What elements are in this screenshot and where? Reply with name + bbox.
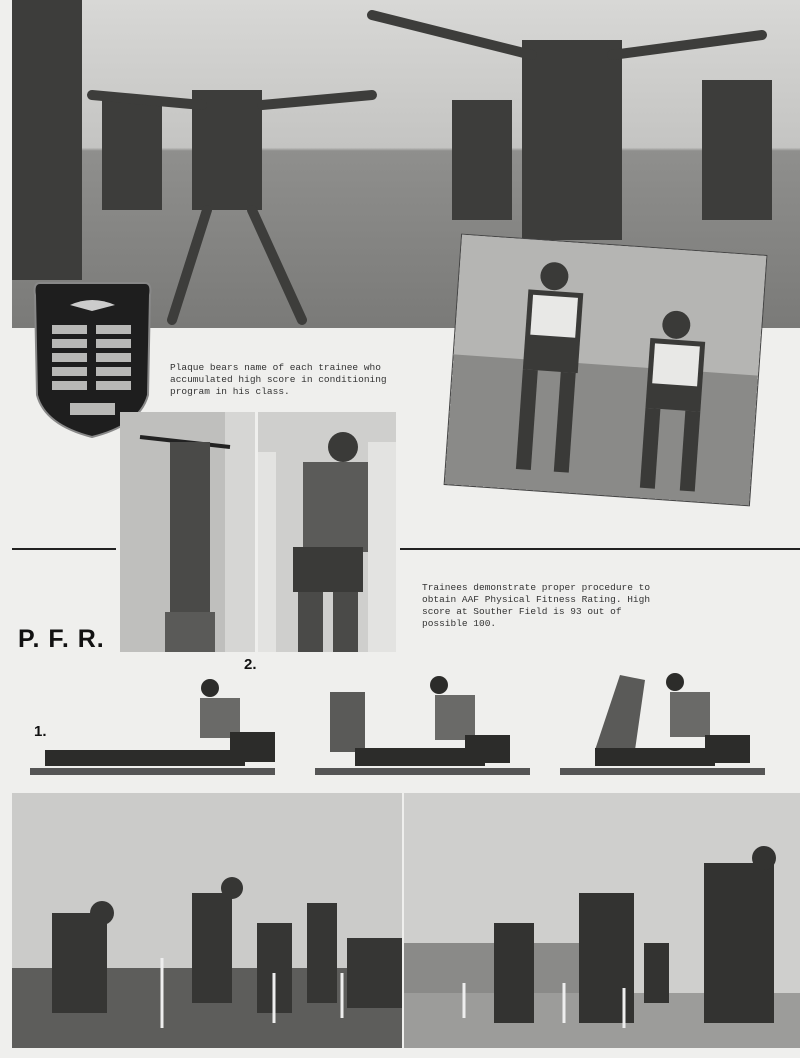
pullup-photo-left (120, 412, 255, 652)
step-label-2: 2. (244, 656, 257, 673)
section-rule-right (400, 548, 800, 550)
shuttle-run-photo (404, 793, 800, 1048)
pullup-photo-right (258, 412, 396, 652)
section-rule-left (12, 548, 116, 550)
step-label-1: 1. (34, 723, 47, 740)
boxing-photo (445, 235, 767, 506)
section-title: P. F. R. (18, 625, 105, 653)
squat-thrust-photo (12, 793, 402, 1048)
situp-photo (25, 670, 775, 780)
plaque-caption: Plaque bears name of each trainee who accumulated high score in conditioning program in his class. (170, 362, 387, 397)
procedure-caption: Trainees demonstrate proper procedure to obtain AAF Physical Fitness Rating. High score at Souther Field is 93 out of possible 100. (422, 582, 651, 629)
